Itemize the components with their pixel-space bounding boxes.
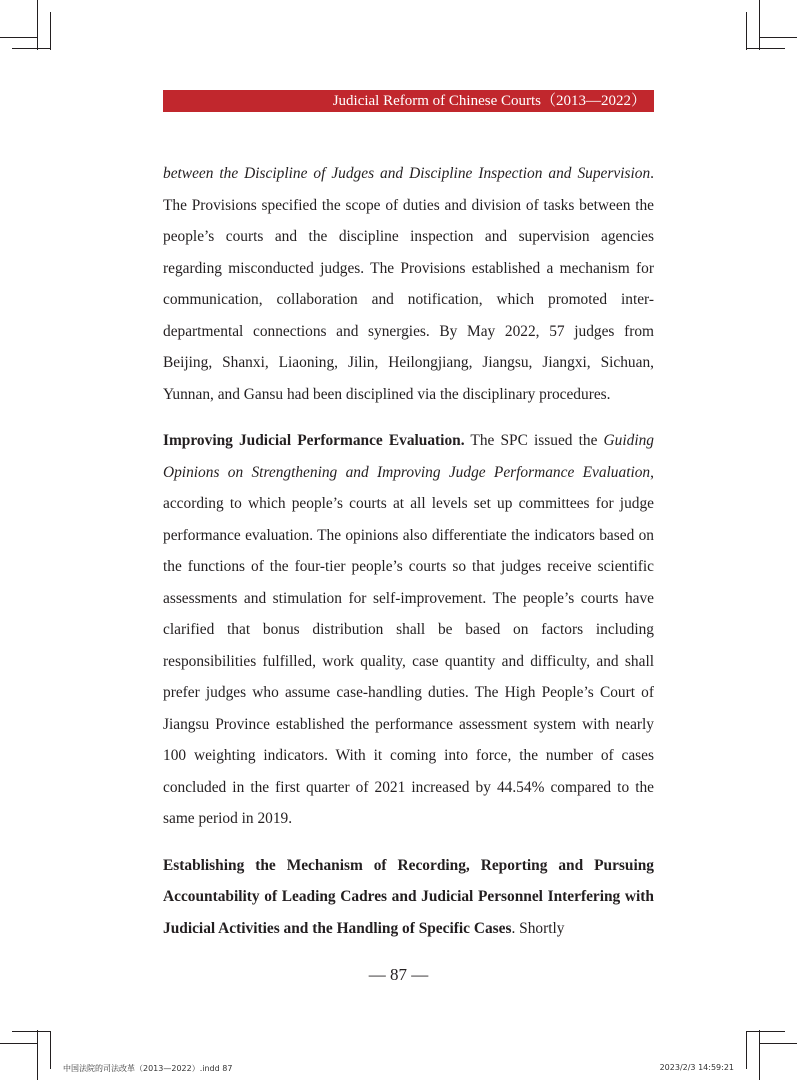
italic-title: Guiding Opinions on Strengthening and Improving Judge Performance Evaluation (163, 432, 654, 481)
page-number: — 87 — (368, 965, 429, 984)
paragraph-heading: Establishing the Mechanism of Recording, Reporting and Pursuing Accountability of Leading Cadres and Judicial Personnel Interfering with Judicial Activities and the Handling of Specific Cases (163, 856, 654, 937)
body-text (163, 158, 654, 958)
crop-mark (746, 12, 747, 50)
paragraph (163, 425, 654, 835)
crop-mark (12, 1031, 50, 1032)
crop-mark (759, 0, 760, 50)
paragraph (163, 850, 654, 945)
running-header-title: Judicial Reform of Chinese Courts（2013—2022） (332, 93, 646, 109)
paragraph-heading: Improving Judicial Performance Evaluation. (163, 432, 465, 449)
crop-mark (12, 48, 50, 49)
crop-mark (760, 1043, 797, 1044)
crop-mark (0, 1043, 37, 1044)
running-header (163, 90, 654, 112)
paragraph-text: . Shortly (511, 919, 565, 937)
crop-mark (760, 37, 797, 38)
crop-mark (747, 1031, 785, 1032)
crop-mark (50, 1031, 51, 1069)
crop-mark (37, 0, 38, 50)
paragraph (163, 158, 654, 410)
slug-timestamp: 2023/2/3 14:59:21 (659, 1063, 734, 1072)
paragraph-text: , according to which people’s courts at all levels set up committees for judge performance evaluation. The opinions also differentiate the indicators based on the functions of the four-tier people’s courts so that judges receive scientific assessments and stimulation for self-improvement. The people’s courts have clarified that bonus distribution shall be based on factors including responsibilities fulfilled, work quality, case quantity and difficulty, and shall prefer judges who assume case-handling duties. The High People’s Court of Jiangsu Province established the performance assessment system with nearly 100 weighting indicators. With it coming into force, the number of cases concluded in the first quarter of 2021 increased by 44.54% compared to the same period in 2019. (163, 463, 654, 827)
crop-mark (759, 1030, 760, 1080)
crop-mark (50, 12, 51, 50)
paragraph-text: The SPC issued the (464, 432, 604, 449)
paragraph-text: . The Provisions specified the scope of duties and division of tasks between the people’s courts and the discipline inspection and supervision agencies regarding misconducted judges. The Provisions established a mechanism for communication, collaboration and notification, which promoted inter-departmental connections and synergies. By May 2022, 57 judges from Beijing, Shanxi, Liaoning, Jilin, Heilongjiang, Jiangsu, Jiangxi, Sichuan, Yunnan, and Gansu had been disciplined via the disciplinary procedures. (163, 165, 654, 403)
slug-file-name: 中国法院的司法改革（2013—2022）.indd 87 (63, 1064, 233, 1073)
crop-mark (747, 48, 785, 49)
crop-mark (0, 37, 37, 38)
crop-mark (37, 1030, 38, 1080)
crop-mark (746, 1031, 747, 1069)
italic-text: between the Discipline of Judges and Discipline Inspection and Supervision (163, 165, 651, 182)
